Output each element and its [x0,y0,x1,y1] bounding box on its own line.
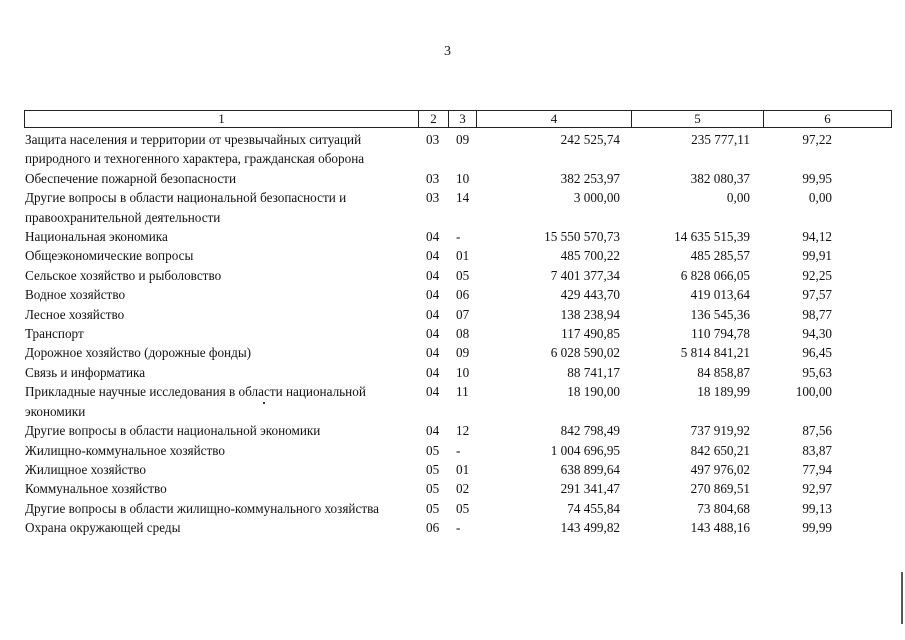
row-percent: 97,57 [802,287,832,303]
row-podrazdel: 07 [456,306,470,322]
row-percent: 99,95 [802,170,832,186]
row-name: Сельское хозяйство и рыболовство [25,267,222,283]
row-fact: 270 869,51 [690,481,750,497]
table-row [24,382,892,421]
row-name: Коммунальное хозяйство [25,481,167,497]
row-name: Транспорт [25,326,84,342]
row-plan: 842 798,49 [560,423,620,439]
row-percent: 92,97 [802,481,832,497]
row-percent: 97,22 [802,132,832,147]
row-percent: 100,00 [795,384,832,400]
table-row [24,441,892,460]
row-podrazdel: 09 [456,132,470,147]
row-fact: 419 013,64 [690,287,750,303]
header-col-1: 1 [25,111,419,127]
row-plan: 143 499,82 [560,520,620,536]
row-name: Общеэкономические вопросы [25,248,194,264]
scan-speck [263,402,265,404]
row-razdel: 05 [426,481,440,497]
row-podrazdel: 11 [456,384,469,400]
row-fact: 136 545,36 [690,306,750,322]
table-row [24,518,892,537]
row-razdel: 04 [426,364,440,380]
row-razdel: 03 [426,190,440,206]
row-razdel: 06 [426,520,440,536]
row-plan: 117 490,85 [561,326,620,342]
row-percent: 95,63 [802,364,832,380]
row-razdel: 04 [426,248,440,264]
row-plan: 18 190,00 [567,384,620,400]
row-fact: 84 858,87 [697,364,750,380]
row-name: Другие вопросы в области национальной экономики [25,423,321,439]
table-row [24,305,892,324]
row-percent: 98,77 [802,306,832,322]
row-name: Другие вопросы в области национальной безопасности и правоохранительной деятельности [25,190,347,225]
row-fact: 143 488,16 [690,520,750,536]
row-razdel: 05 [426,442,440,458]
row-podrazdel: - [456,442,461,458]
row-name: Обеспечение пожарной безопасности [25,170,237,186]
row-percent: 94,12 [802,229,832,245]
row-percent: 77,94 [802,461,832,477]
table-row [24,324,892,343]
table-row [24,169,892,188]
row-percent: 87,56 [802,423,832,439]
row-razdel: 04 [426,306,440,322]
row-plan: 242 525,74 [560,132,620,147]
row-percent: 99,91 [802,248,832,264]
row-plan: 485 700,22 [560,248,620,264]
row-plan: 7 401 377,34 [550,267,620,283]
table-row [24,266,892,285]
header-col-5: 5 [632,111,764,127]
row-name: Водное хозяйство [25,287,126,303]
row-fact: 842 650,21 [690,442,750,458]
row-razdel: 04 [426,423,440,439]
row-podrazdel: 09 [456,345,470,361]
row-fact: 6 828 066,05 [680,267,750,283]
table-row [24,343,892,362]
row-name: Жилищное хозяйство [25,461,146,477]
row-name: Национальная экономика [25,229,168,245]
header-col-6: 6 [824,111,831,126]
table-row [24,188,892,227]
row-fact: 497 976,02 [690,461,750,477]
row-plan: 429 443,70 [560,287,620,303]
table-row [24,130,892,169]
row-podrazdel: 05 [456,267,470,283]
row-name: Другие вопросы в области жилищно-коммунального хозяйства [25,500,379,516]
table-row [24,227,892,246]
row-razdel: 05 [426,500,440,516]
page-number: 3 [444,44,451,59]
row-fact: 5 814 841,21 [680,345,750,361]
row-percent: 83,87 [802,442,832,458]
row-razdel: 04 [426,287,440,303]
row-razdel: 04 [426,229,440,245]
row-podrazdel: 10 [456,170,470,186]
row-percent: 94,30 [802,326,832,342]
row-podrazdel: - [456,520,461,536]
row-fact: 110 794,78 [691,326,750,342]
row-plan: 638 899,64 [560,461,620,477]
row-fact: 737 919,92 [690,423,750,439]
row-plan: 74 455,84 [567,500,620,516]
row-plan: 1 004 696,95 [550,442,620,458]
row-fact: 235 777,11 [691,132,750,147]
row-percent: 96,45 [802,345,832,361]
header-col-4: 4 [477,111,632,127]
table-row [24,499,892,518]
table-row [24,421,892,440]
row-name: Лесное хозяйство [25,306,125,322]
row-plan: 382 253,97 [560,170,620,186]
row-fact: 73 804,68 [697,500,750,516]
header-col-2: 2 [419,111,449,127]
row-name: Связь и информатика [25,364,146,380]
row-name: Охрана окружающей среды [25,520,181,536]
table-row [24,460,892,479]
row-fact: 0,00 [726,190,750,206]
row-fact: 382 080,37 [690,170,750,186]
row-percent: 99,99 [802,520,832,536]
table-row [24,246,892,265]
table-header [24,110,892,128]
row-fact: 18 189,99 [697,384,750,400]
header-col-3: 3 [449,111,477,127]
row-percent: 99,13 [802,500,832,516]
row-name: Дорожное хозяйство (дорожные фонды) [25,345,252,361]
row-podrazdel: 02 [456,481,470,497]
row-name: Жилищно-коммунальное хозяйство [25,442,226,458]
table-row [24,285,892,304]
row-plan: 6 028 590,02 [550,345,620,361]
row-fact: 485 285,57 [690,248,750,264]
row-plan: 138 238,94 [560,306,620,322]
row-podrazdel: 06 [456,287,470,303]
row-podrazdel: 12 [456,423,470,439]
row-plan: 3 000,00 [573,190,620,206]
row-name: Прикладные научные исследования в области национальной экономики [25,384,366,419]
row-podrazdel: 14 [456,190,470,206]
row-fact: 14 635 515,39 [674,229,750,245]
scan-edge-mark [901,572,903,624]
row-razdel: 05 [426,461,440,477]
table-row [24,479,892,498]
row-razdel: 03 [426,170,440,186]
row-razdel: 04 [426,345,440,361]
table-body [24,130,892,538]
row-podrazdel: 05 [456,500,470,516]
row-plan: 15 550 570,73 [544,229,620,245]
row-podrazdel: - [456,229,461,245]
row-podrazdel: 10 [456,364,470,380]
row-podrazdel: 01 [456,461,470,477]
row-percent: 92,25 [802,267,832,283]
row-podrazdel: 01 [456,248,470,264]
row-plan: 291 341,47 [560,481,620,497]
row-podrazdel: 08 [456,326,470,342]
row-razdel: 04 [426,384,440,400]
table-row [24,363,892,382]
row-percent: 0,00 [808,190,832,206]
row-plan: 88 741,17 [567,364,620,380]
row-razdel: 03 [426,132,440,147]
row-razdel: 04 [426,326,440,342]
row-name: Защита населения и территории от чрезвычайных ситуаций природного и техногенного характера, гражданская оборона [25,132,365,167]
row-razdel: 04 [426,267,440,283]
